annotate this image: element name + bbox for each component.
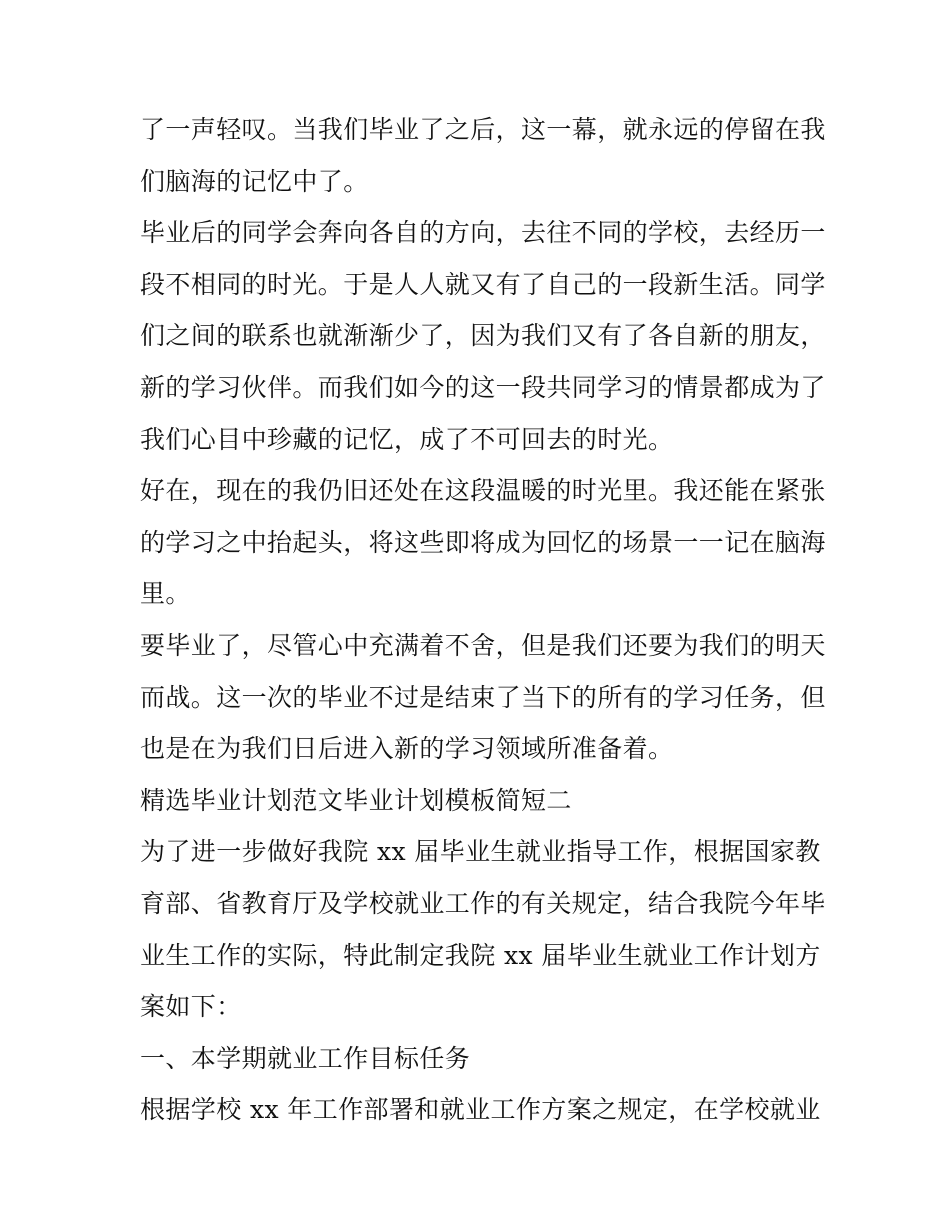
text-line: 段不相同的时光。于是人人就又有了自己的一段新生活。同学 xyxy=(140,269,826,299)
text-line: 要毕业了，尽管心中充满着不舍，但是我们还要为我们的明天 xyxy=(140,630,826,660)
text-line: 业生工作的实际，特此制定我院 xx 届毕业生就业工作计划方 xyxy=(140,940,821,970)
text-line: 根据学校 xx 年工作部署和就业工作方案之规定，在学校就业 xyxy=(140,1095,821,1125)
text-line: 们脑海的记忆中了。 xyxy=(140,166,369,196)
text-line: 毕业后的同学会奔向各自的方向，去往不同的学校，去经历一 xyxy=(140,218,826,248)
text-line: 们之间的联系也就渐渐少了，因为我们又有了各自新的朋友， xyxy=(140,321,826,351)
text-line: 了一声轻叹。当我们毕业了之后，这一幕，就永远的停留在我 xyxy=(140,115,826,144)
document-body xyxy=(140,104,826,1136)
subsection-heading: 一、本学期就业工作目标任务 xyxy=(140,1043,471,1073)
text-line: 而战。这一次的毕业不过是结束了当下的所有的学习任务，但 xyxy=(140,682,826,712)
text-line: 我们心目中珍藏的记忆，成了不可回去的时光。 xyxy=(140,424,674,454)
text-line: 也是在为我们日后进入新的学习领域所准备着。 xyxy=(140,734,674,764)
text-line: 育部、省教育厅及学校就业工作的有关规定，结合我院今年毕 xyxy=(140,888,826,918)
section-heading: 精选毕业计划范文毕业计划模板简短二 xyxy=(140,785,572,815)
text-line: 里。 xyxy=(140,579,191,609)
text-line: 新的学习伙伴。而我们如今的这一段共同学习的情景都成为了 xyxy=(140,372,826,402)
text-line: 的学习之中抬起头，将这些即将成为回忆的场景一一记在脑海 xyxy=(140,527,826,557)
text-line: 案如下： xyxy=(140,992,242,1022)
text-line: 好在，现在的我仍旧还处在这段温暖的时光里。我还能在紧张 xyxy=(140,476,826,506)
text-line: 为了进一步做好我院 xx 届毕业生就业指导工作，根据国家教 xyxy=(140,837,821,867)
